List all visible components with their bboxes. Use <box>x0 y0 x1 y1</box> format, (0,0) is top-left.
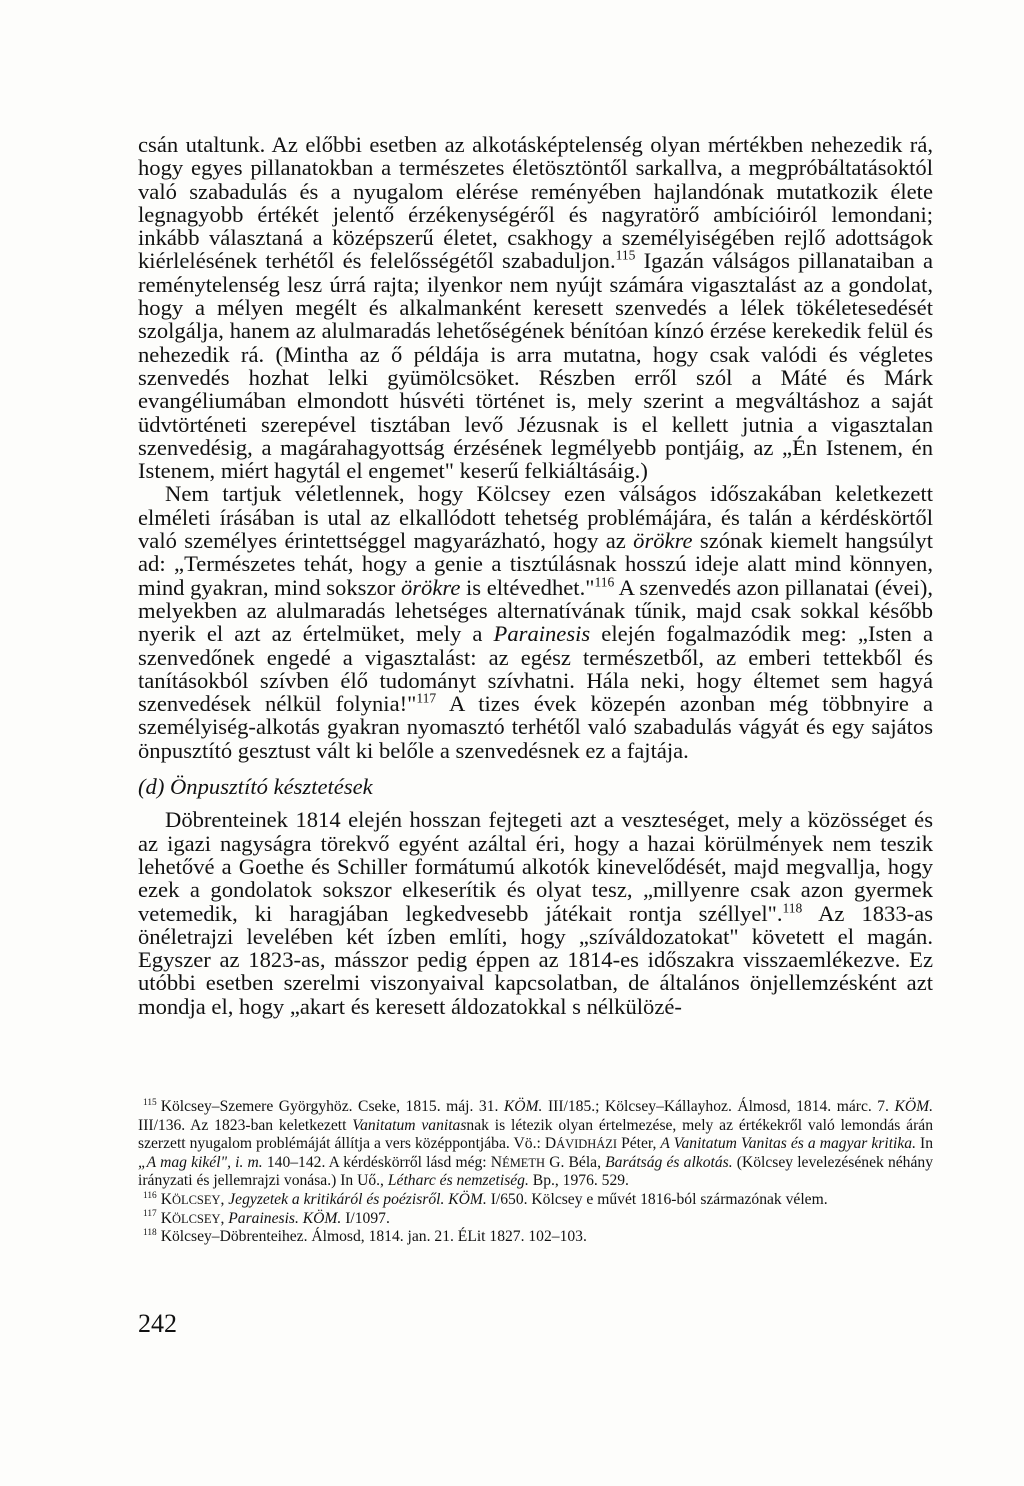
text-run: I/1097. <box>341 1209 390 1227</box>
text-run: 140–142. A kérdéskörről lásd még: N <box>262 1153 503 1171</box>
italic-run: Barátság és alkotás. <box>605 1153 733 1171</box>
italic-run: (d) Önpusztító késztetések <box>138 774 373 800</box>
text-run: G. Béla, <box>545 1153 606 1171</box>
text-run: Kölcsey–Döbrenteihez. Álmosd, 1814. jan. 21. ÉLit 1827. 102–103. <box>160 1228 587 1246</box>
text-run: szónak kiemelt hangsúlyt ad: „Természetes tehát, hogy a genie a tisztúlásnak hosszú ideje alatt mind könnyen, mind gyakran, mind sokszor <box>138 528 933 600</box>
italic-run: Parainesis. KÖM. <box>228 1209 342 1227</box>
text-run: Nem tartjuk véletlennek, hogy Kölcsey ezen válságos időszakában keletkezett elméleti írásában is utal az elkallódott tehetség problémájára, és talán a kérdéskörtől való személyes érintettséggel magyarázható, hogy az <box>138 481 933 554</box>
footnote-ref: 115 <box>615 247 636 263</box>
text-run: III/136. Az 1823-ban keletkezett <box>138 1116 353 1134</box>
text-run: , <box>220 1190 229 1208</box>
text-run: Kölcsey–Szemere Györgyhöz. Cseke, 1815. máj. 31. <box>160 1098 504 1115</box>
footnotes <box>138 1098 933 1247</box>
footnote-ref: 117 <box>416 690 437 706</box>
body-text <box>138 133 933 1018</box>
text-run: A szenvedés azon pillanatai (évei), melyekben az alulmaradás lehetséges alternatívának tűnik, majd csak sokkal később nyerik el azt az értelmüket, mely a <box>138 574 933 647</box>
text-run: K <box>160 1190 172 1208</box>
small-caps-run: ÁVIDHÁZI <box>556 1137 618 1152</box>
footnote-116: $^{116}$ KÖLCSEY, Jegyzetek a kritikáról és poézisről. KÖM. I/650. Kölcsey e művét 1816-ból származónak vélem. <box>143 1190 828 1208</box>
italic-run: Jegyzetek a kritikáról és poézisről. KÖM. <box>228 1190 487 1208</box>
small-caps-run: ÖLCSEY <box>171 1211 221 1226</box>
text-run: nak is létezik olyan értelmezése, mely az értékekről való lemondás árán szerzett nyugalom problémáját állítja a vers középpontjába. Vö.: D <box>138 1116 933 1153</box>
italic-run: Létharc és nemzetiség. <box>387 1172 529 1190</box>
section-heading <box>138 775 933 798</box>
text-run: (Kölcsey levelezésének néhány irányzati és jellemrajzi vonása.) In Uő., <box>138 1153 933 1190</box>
text-run: I/650. Kölcsey e művét 1816-ból származónak vélem. <box>486 1190 828 1208</box>
footnote-ref: 116 <box>594 574 615 590</box>
text-run: Bp., 1976. 529. <box>528 1172 629 1190</box>
text-run: csán utaltunk. Az előbbi esetben az alkotásképtelenség olyan mértékben nehezedik rá, hogy egyes pillanatokban a természetes életösztöntől sarkallva, a megpróbáltatásoktól való szabadulás és a nyugalom elérése reményében hajlandónak mutatkozik élete legnagyobb értékét jelentő érzékenységéről és nagyratörő ambícióiról lemondani; inkább választaná a középszerű életet, csakhogy a személyiségében rejlő adottságok kiérlelésének terhétől és felelősségétől szabaduljon. <box>138 132 933 274</box>
text-run: , <box>220 1209 229 1227</box>
footnote-118: $^{118}$ Kölcsey–Döbrenteihez. Álmosd, 1814. jan. 21. ÉLit 1827. 102–103. <box>143 1227 587 1246</box>
italic-run: örökre <box>633 528 693 554</box>
italic-run: „A mag kikél", i. m. <box>138 1153 263 1171</box>
footnote-115: $^{115}$ Kölcsey–Szemere Györgyhöz. Cseke, 1815. máj. 31. KÖM. III/185.; Kölcsey–Kállayhoz. Álmosd, 1814. márc. 7. KÖM. III/136. Az 1823-ban keletkezett Vanitatum vanitasnak is létezik olyan értelmezése, mely az értékekről való lemondás árán szerzett nyugalom problémáját állítja a vers középpontjába. Vö.: DÁVIDHÁZI Péter, A Vanitatum Vanitas és a magyar kritika. In „A mag kikél", i. m. 140–142. A kérdéskörről lásd még: NÉMETH G. Béla, Barátság és alkotás. (Kölcsey levelezésének néhány irányzati és jellemrajzi vonása.) In Uő., Létharc és nemzetiség. Bp., 1976. 529. <box>138 1097 934 1190</box>
paragraph-2 <box>138 482 933 762</box>
text-run: A tizes évek közepén azonban még többnyire a személyiség-alkotás gyakran nyomasztó terhétől való szabadulás vágyát és egy sajátos önpusztító gesztust vált ki belőle a szenvedésnek ez a fajtája. <box>138 691 933 763</box>
footnote-ref: 118 <box>782 899 803 915</box>
italic-run: KÖM. <box>894 1098 934 1115</box>
page-number: 242 <box>138 1309 177 1338</box>
text-run: Péter, <box>617 1135 661 1153</box>
small-caps-run: ÖLCSEY <box>171 1192 221 1207</box>
text-run: K <box>160 1209 172 1227</box>
italic-run: Vanitatum vanitas <box>352 1116 467 1134</box>
text-run: Az 1833-as önéletrajzi levelében két ízben említi, hogy „szíváldozatokat" követett el magán. Egyszer az 1823-as, másszor pedig éppen az 1814-es időszakra visszaemlékezve. Ez utóbbi esetben szerelmi viszonyaival kapcsolatban, de általános önjellemzésként azt mondja el, hogy „akart és keresett áldozatokkal s nélkülözé- <box>138 900 933 1019</box>
text-run: Döbrenteinek 1814 elején hosszan fejtegeti azt a veszteséget, mely a közösséget és az igazi nagyságra törekvő egyént azáltal éri, hogy a hazai körülmények nem teszik lehetővé a Goethe és Schiller formátumú alkotók kinevelődését, majd megvallja, hogy ezek a gondolatok sokszor elkeserítik és olyat tesz, „millyenre csak azon gyermek vetemedik, ki haragjában legkedvesebb játékait rontja széllyel". <box>138 807 933 926</box>
text-run: Igazán válságos pillanataiban a reménytelenség lesz úrrá rajta; ilyenkor nem nyújt számára vigasztalást az a gondolat, hogy a mélyen megélt és alkalmanként keresett szenvedés a lélek tökéletesedését szolgálja, hanem az alulmaradás lehetőségének bénítóan kínzó érzése kerekedik felül és nehezedik rá. (Mintha az ő példája is arra mutatna, hogy csak valódi és végletes szenvedés hozhat lelki gyümölcsöket. Részben erről szól a Máté és Márk evangéliumában elmondott húsvéti történet is, mely szerint a megváltáshoz a saját üdvtörténeti szerepével tisztában levő Jézusnak is el kellett jutnia a vigasztalan szenvedésig, a magárahagyottság érzésének legmélyebb pontjáig, az „Én Istenem, én Istenem, miért hagytál el engemet" keserű felkiáltásáig.) <box>138 248 933 484</box>
text-run: In <box>915 1135 933 1153</box>
footnote-117: $^{117}$ KÖLCSEY, Parainesis. KÖM. I/1097. <box>143 1209 390 1227</box>
italic-run: Parainesis <box>493 621 591 647</box>
italic-run: örökre <box>400 574 461 600</box>
italic-run: KÖM. <box>503 1098 543 1115</box>
small-caps-run: ÉMETH <box>502 1155 546 1170</box>
italic-run: A Vanitatum Vanitas és a magyar kritika. <box>660 1135 916 1153</box>
text-run: is eltévedhet." <box>460 574 595 600</box>
text-run: elején fogalmazódik meg: „Isten a szenvedőnek engedé a vigasztalást: az egész természetből, az emberi tettekből és tanításokból szívben élő tudományt szívhatni. Hála neki, hogy éltemet sem hagyá szenvedések nélkül folynia!" <box>138 621 933 717</box>
paragraph-3 <box>138 808 933 1018</box>
text-run: III/185.; Kölcsey–Kállayhoz. Álmosd, 1814. márc. 7. <box>542 1098 895 1115</box>
paragraph-1 <box>138 133 933 482</box>
